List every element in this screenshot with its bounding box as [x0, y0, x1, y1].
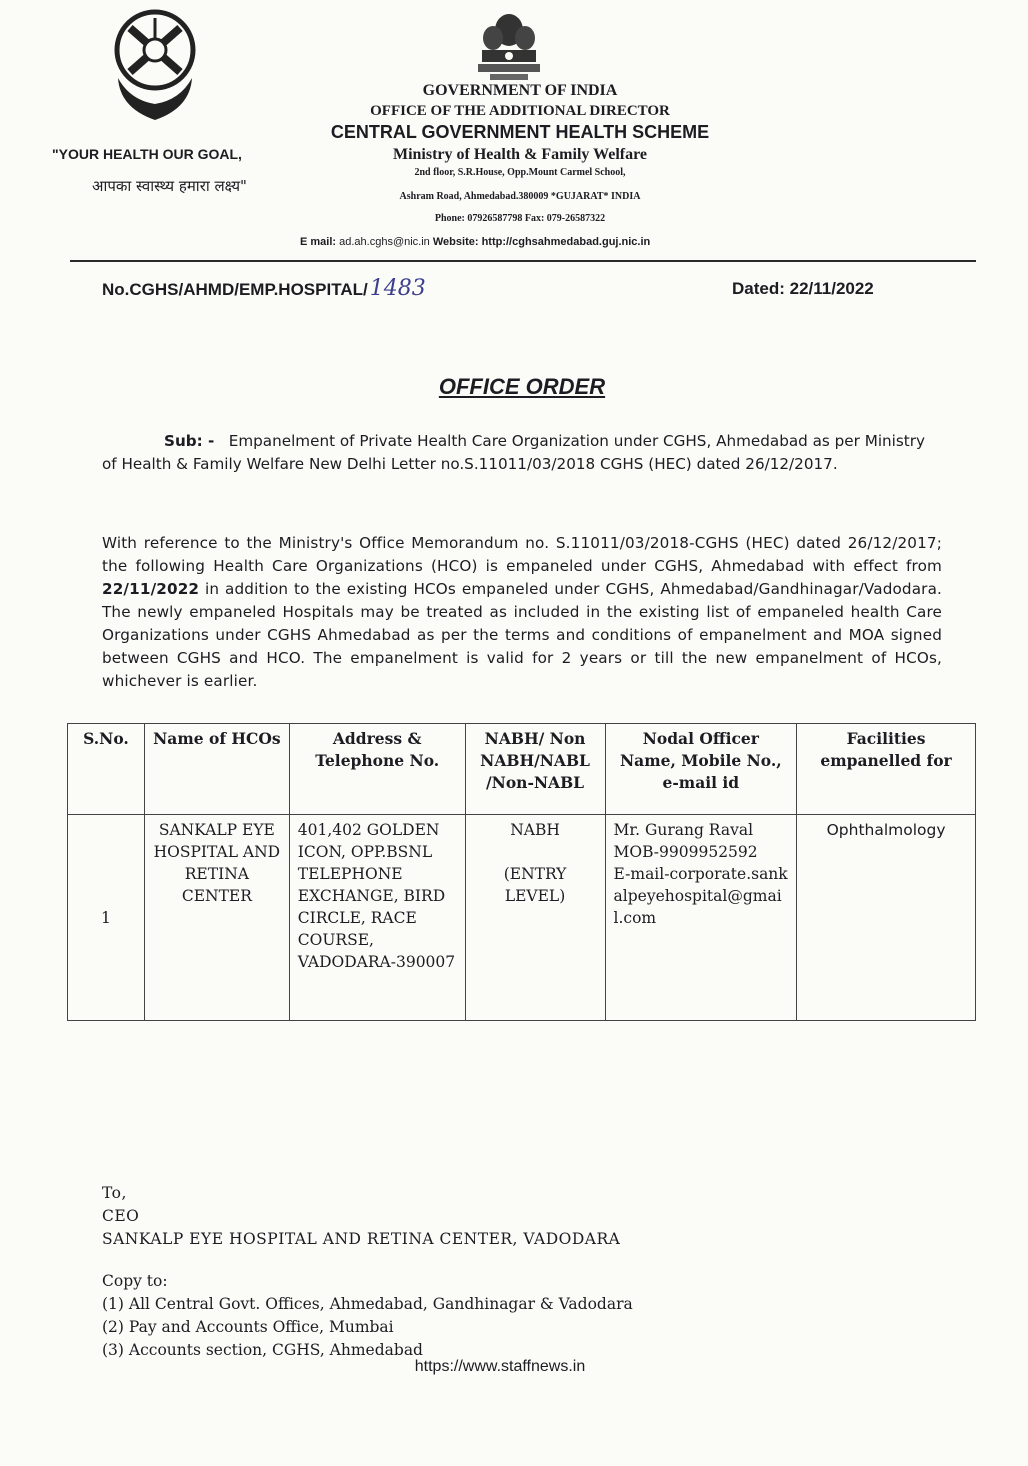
- email-label: E mail:: [300, 236, 337, 248]
- body-paragraph: [102, 532, 942, 693]
- nodal-email[interactable]: E-mail-corporate.sankalpeyehospital@gmail.com: [613, 865, 788, 927]
- addressee-block: [102, 1182, 620, 1251]
- tagline-english: "YOUR HEALTH OUR GOAL,: [52, 146, 242, 162]
- subject: [102, 430, 932, 476]
- col-address: Address & Telephone No.: [289, 724, 465, 815]
- reference-prefix: No.CGHS/AHMD/EMP.HOSPITAL/: [102, 280, 368, 299]
- list-item: (2) Pay and Accounts Office, Mumbai: [102, 1318, 394, 1336]
- nodal-mobile: MOB-9909952592: [613, 843, 758, 861]
- address-line-2: Ashram Road, Ahmedabad.380009 *GUJARAT* INDIA: [399, 191, 641, 202]
- website-label: Website:: [432, 236, 479, 248]
- addressee-org: SANKALP EYE HOSPITAL AND RETINA CENTER, VADODARA: [102, 1230, 621, 1248]
- body-text-2: in addition to the existing HCOs empaneled under CGHS, Ahmedabad/Gandhinagar/Vadodara. The newly empaneled Hospitals may be treated as included in the existing list of empaneled health Care Organizations under CGHS Ahmedabad as per the terms and conditions of empanelment and MOA signed between CGHS and HCO. The empanelment is valid for 2 years or till the new empanelment of HCOs, whichever is earlier.: [102, 580, 942, 690]
- effective-date: 22/11/2022: [102, 580, 200, 598]
- reference-number: [102, 276, 426, 301]
- cell-nabh: [465, 815, 605, 1021]
- email-link[interactable]: ad.ah.cghs@nic.in: [339, 236, 430, 248]
- nabh-status: NABH: [510, 821, 560, 839]
- cghs-logo: [110, 8, 200, 126]
- office-line: OFFICE OF THE ADDITIONAL DIRECTOR: [370, 103, 670, 119]
- header-divider: [70, 260, 976, 262]
- hco-table: [67, 723, 976, 1021]
- contact-line: [300, 236, 650, 248]
- table-row: [68, 815, 976, 1021]
- handwritten-number: 1483: [369, 276, 426, 301]
- govt-of-india: GOVERNMENT OF INDIA: [422, 82, 618, 99]
- list-item: (3) Accounts section, CGHS, Ahmedabad: [102, 1341, 423, 1359]
- subject-text: Empanelment of Private Health Care Organization under CGHS, Ahmedabad as per Ministry of Health & Family Welfare New Delhi Letter no.S.11011/03/2018 CGHS (HEC) dated 26/12/2017.: [102, 432, 925, 473]
- ashoka-emblem: [466, 10, 552, 84]
- ministry-line: Ministry of Health & Family Welfare: [392, 146, 648, 163]
- col-sno: S.No.: [68, 724, 145, 815]
- cell-hco-name: SANKALP EYE HOSPITAL AND RETINA CENTER: [144, 815, 289, 1021]
- to-label: To,: [102, 1184, 127, 1202]
- col-facilities: Facilities empanelled for: [797, 724, 976, 815]
- table-header-row: [68, 724, 976, 815]
- copy-to-label: Copy to:: [102, 1272, 168, 1290]
- phone-fax-line: Phone: 07926587798 Fax: 079-26587322: [434, 213, 606, 224]
- subject-label: Sub: -: [164, 432, 215, 450]
- addressee-designation: CEO: [102, 1207, 140, 1225]
- address-line-1: 2nd floor, S.R.House, Opp.Mount Carmel School,: [414, 167, 626, 178]
- col-nabh: NABH/ Non NABH/NABL /Non-NABL: [465, 724, 605, 815]
- page-title: OFFICE ORDER: [438, 374, 606, 399]
- copy-to-block: [102, 1270, 633, 1362]
- nodal-name: Mr. Gurang Raval: [613, 821, 754, 839]
- body-text-1: With reference to the Ministry's Office Memorandum no. S.11011/03/2018-CGHS (HEC) dated 26/12/2017; the following Health Care Organizations (HCO) is empaneled under CGHS, Ahmedabad with effect from: [102, 534, 942, 575]
- col-name: Name of HCOs: [144, 724, 289, 815]
- cell-address: 401,402 GOLDEN ICON, OPP.BSNL TELEPHONE EXCHANGE, BIRD CIRCLE, RACE COURSE, VADODARA-390007: [289, 815, 465, 1021]
- cell-sno: 1: [68, 815, 145, 1021]
- tagline-hindi: आपका स्वास्थ्य हमारा लक्ष्य": [92, 177, 247, 195]
- footer-url[interactable]: https://www.staffnews.in: [414, 1358, 586, 1375]
- cell-nodal-officer: [605, 815, 797, 1021]
- order-date: Dated: 22/11/2022: [732, 279, 874, 298]
- nabh-level: (ENTRY LEVEL): [503, 865, 567, 905]
- list-item: (1) All Central Govt. Offices, Ahmedabad, Gandhinagar & Vadodara: [102, 1295, 633, 1313]
- website-link[interactable]: http://cghsahmedabad.guj.nic.in: [481, 236, 651, 248]
- col-nodal-officer: Nodal Officer Name, Mobile No., e-mail id: [605, 724, 797, 815]
- cghs-heading: CENTRAL GOVERNMENT HEALTH SCHEME: [330, 122, 710, 142]
- cell-facilities: Ophthalmology: [797, 815, 976, 1021]
